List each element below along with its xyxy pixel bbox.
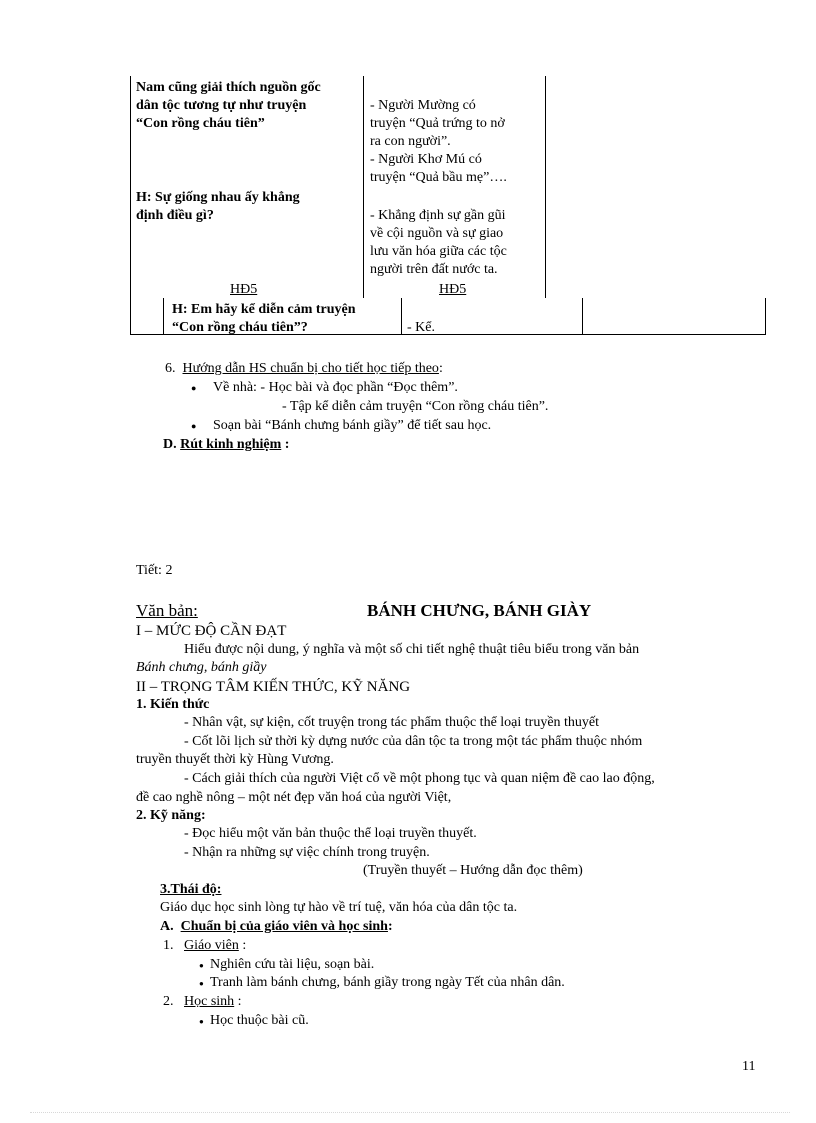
list-number: 2. [163, 994, 174, 1009]
list-item-continuation: - Tập kể diễn cảm truyện “Con rồng cháu tiên”. [282, 399, 549, 414]
table-cell-question [136, 79, 358, 133]
table-cell-answer [370, 97, 540, 187]
guide-heading [165, 360, 443, 378]
paragraph-line: - Nhân vật, sự kiện, cốt truyện trong tác phẩm thuộc thể loại truyền thuyết [184, 715, 600, 730]
list-item: ● Nghiên cứu tài liệu, soạn bài. [210, 956, 374, 974]
section-heading [160, 918, 393, 936]
paragraph-line: - Cách giải thích của người Việt cổ về một phong tục và quan niệm đề cao lao động, [184, 771, 655, 786]
table-border [545, 76, 546, 298]
punctuation: : [281, 437, 290, 452]
table-cell-question [136, 189, 358, 225]
text-type-label: Văn bản: [136, 601, 198, 620]
table-border [582, 298, 583, 334]
paragraph-line: Hiểu được nội dung, ý nghĩa và một số chi tiết nghệ thuật tiêu biểu trong văn bản [184, 642, 640, 657]
list-number: 1. [163, 938, 174, 953]
text-line: dân tộc tương tự như truyện [136, 98, 307, 113]
table-cell-answer [370, 207, 540, 279]
text-line: định điều gì? [136, 208, 214, 223]
text-line: truyện “Quả trứng to nở [370, 116, 505, 131]
activity-label: HĐ5 [230, 282, 258, 297]
section-prefix: A. [160, 919, 174, 934]
text-line: H: Sự giống nhau ấy khẳng [136, 190, 300, 205]
table-border [363, 76, 364, 298]
text-line: - Người Mường có [370, 98, 476, 113]
list-heading-text: Giáo viên [184, 938, 239, 953]
text-line: ra con người”. [370, 134, 451, 149]
section-heading: II – TRỌNG TÂM KIẾN THỨC, KỸ NĂNG [136, 679, 411, 695]
text-line: Nam cũng giải thích nguồn gốc [136, 80, 321, 95]
punctuation: : [238, 938, 247, 953]
text-line: H: Em hãy kể diễn cảm truyện [172, 302, 356, 317]
period-label: Tiết: 2 [136, 563, 173, 578]
list-item: ● Về nhà: - Học bài và đọc phần “Đọc thêm”. [213, 379, 458, 397]
paragraph-line: (Truyền thuyết – Hướng dẫn đọc thêm) [363, 863, 583, 878]
subsection-heading: 3.Thái độ: [160, 882, 222, 897]
section-heading: I – MỨC ĐỘ CẦN ĐẠT [136, 623, 287, 639]
section-heading-text: Rút kinh nghiệm [180, 437, 282, 452]
page-number: 11 [742, 1059, 756, 1074]
list-number: 6. [165, 361, 176, 376]
paragraph-line: Bánh chưng, bánh giầy [136, 660, 267, 675]
activity-label: HĐ5 [439, 282, 467, 297]
text-line: truyện “Quả bầu mẹ”…. [370, 170, 507, 185]
list-item: ● Soạn bài “Bánh chưng bánh giầy” để tiết sau học. [213, 417, 491, 435]
table-border [130, 76, 131, 334]
section-prefix: D. [163, 437, 177, 452]
table-cell-answer: - Kể. [407, 320, 435, 335]
text-line: - Khẳng định sự gần gũi [370, 208, 506, 223]
page-title: BÁNH CHƯNG, BÁNH GIÀY [367, 601, 592, 620]
paragraph-line: Giáo dục học sinh lòng tự hào về trí tuệ, văn hóa của dân tộc ta. [160, 900, 518, 915]
subsection-heading: 1. Kiến thức [136, 697, 210, 712]
text-line: về cội nguồn và sự giao [370, 226, 504, 241]
guide-heading-text: Hướng dẫn HS chuẩn bị cho tiết học tiếp theo [182, 361, 439, 376]
table-border [765, 298, 766, 334]
list-heading-text: Học sinh [184, 994, 235, 1009]
list-heading [163, 993, 242, 1011]
text-line: “Con rồng cháu tiên” [136, 116, 265, 131]
table-border [401, 298, 402, 334]
table-cell-question [172, 301, 397, 337]
text-line: người trên đất nước ta. [370, 262, 498, 277]
subsection-heading: 2. Kỹ năng: [136, 808, 206, 823]
list-heading [163, 937, 246, 955]
text-line: - Người Khơ Mú có [370, 152, 482, 167]
paragraph-line: đề cao nghề nông – một nét đẹp văn hoá của người Việt, [136, 790, 452, 805]
section-heading-text: Chuẩn bị của giáo viên và học sinh [180, 919, 388, 934]
text-line: “Con rồng cháu tiên”? [172, 320, 308, 335]
list-item: ● Học thuộc bài cũ. [210, 1012, 309, 1030]
text-line: lưu văn hóa giữa các tộc [370, 244, 507, 259]
paragraph-line: - Đọc hiểu một văn bản thuộc thể loại truyền thuyết. [184, 826, 477, 841]
list-item: ● Tranh làm bánh chưng, bánh giầy trong ngày Tết của nhân dân. [210, 974, 565, 992]
punctuation: : [438, 361, 443, 376]
punctuation: : [234, 994, 242, 1009]
table-border [163, 298, 164, 334]
paragraph-line: - Nhận ra những sự việc chính trong truyện. [184, 845, 430, 860]
paragraph-line: truyền thuyết thời kỳ Hùng Vương. [136, 752, 334, 767]
punctuation: : [387, 919, 393, 934]
section-heading [163, 436, 289, 454]
paragraph-line: - Cốt lõi lịch sử thời kỳ dựng nước của dân tộc ta trong một tác phẩm thuộc nhóm [184, 734, 643, 749]
page-bottom-border [30, 1112, 790, 1113]
